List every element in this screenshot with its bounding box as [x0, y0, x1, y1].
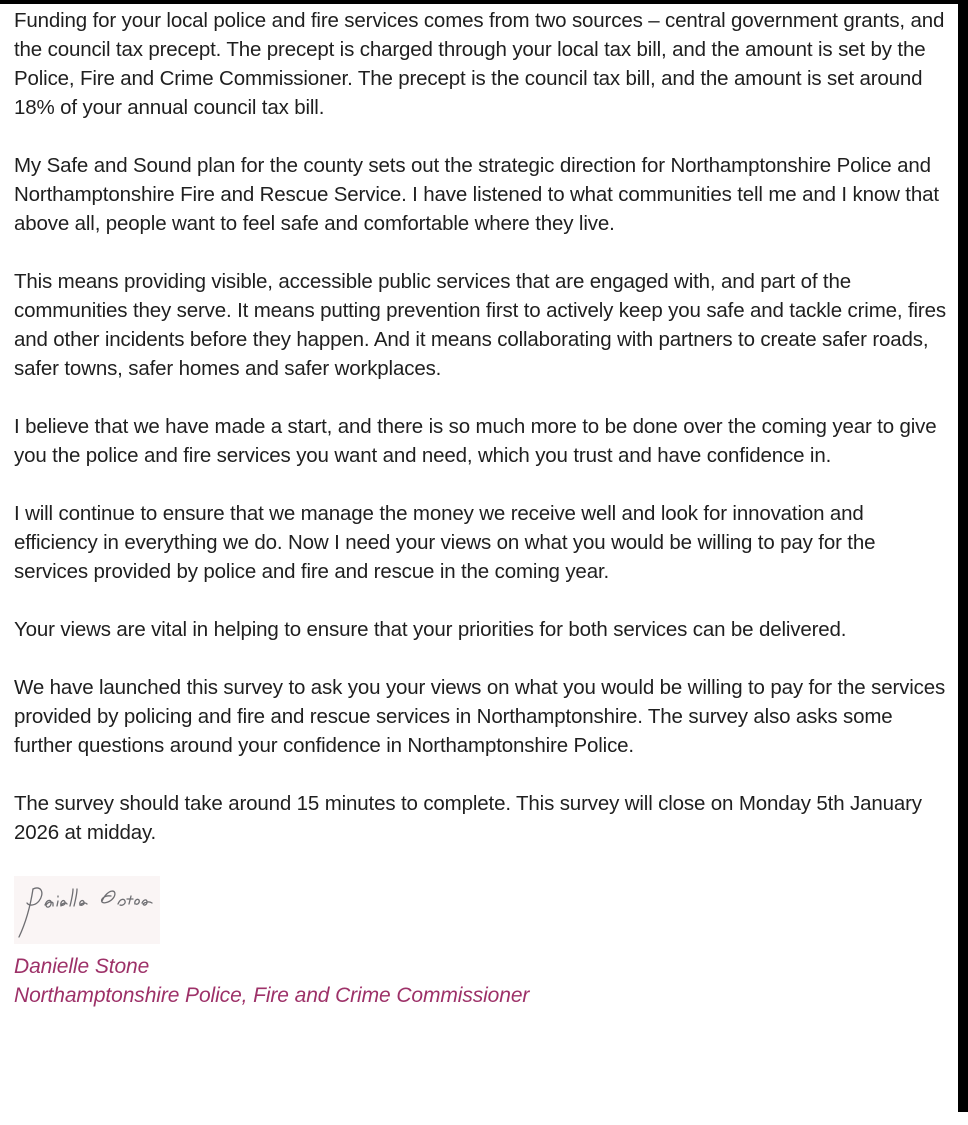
signatory-title: Northamptonshire Police, Fire and Crime Commissioner	[14, 984, 530, 1007]
signature-image	[14, 876, 160, 944]
paragraph-survey-duration: The survey should take around 15 minutes to complete. This survey will close on Monday 5th January 2026 at midday.	[14, 792, 922, 844]
paragraph-funding: Funding for your local police and fire services comes from two sources – central government grants, and the council tax precept. The precept is charged through your local tax bill, and the amount is set by the Police, Fire and Crime Commissioner. The precept is the council tax bill, and the amount is set around 18% of your annual council tax bill.	[14, 9, 945, 119]
right-edge-bar	[958, 0, 968, 1112]
paragraph-views-vital: Your views are vital in helping to ensure that your priorities for both services can be delivered.	[14, 618, 847, 641]
letter-body	[14, 6, 950, 1010]
top-edge-bar	[0, 0, 968, 4]
paragraph-made-a-start: I believe that we have made a start, and there is so much more to be done over the coming year to give you the police and fire services you want and need, which you trust and have confidence in.	[14, 415, 937, 467]
paragraph-manage-money: I will continue to ensure that we manage the money we receive well and look for innovation and efficiency in everything we do. Now I need your views on what you would be willing to pay for the services provided by police and fire and rescue in the coming year.	[14, 502, 876, 583]
signatory-name: Danielle Stone	[14, 955, 150, 978]
paragraph-safe-and-sound-plan: My Safe and Sound plan for the county sets out the strategic direction for Northamptonshire Police and Northamptonshire Fire and Rescue Service. I have listened to what communities tell me and I know that above all, people want to feel safe and comfortable where they live.	[14, 154, 939, 235]
handwritten-signature-icon	[14, 876, 160, 944]
paragraph-survey-launched: We have launched this survey to ask you your views on what you would be willing to pay for the services provided by policing and fire and rescue services in Northamptonshire. The survey also asks some further questions around your confidence in Northamptonshire Police.	[14, 676, 946, 757]
paragraph-visible-services: This means providing visible, accessible public services that are engaged with, and part of the communities they serve. It means putting prevention first to actively keep you safe and tackle crime, fires and other incidents before they happen. And it means collaborating with partners to create safer roads, safer towns, safer homes and safer workplaces.	[14, 270, 946, 380]
